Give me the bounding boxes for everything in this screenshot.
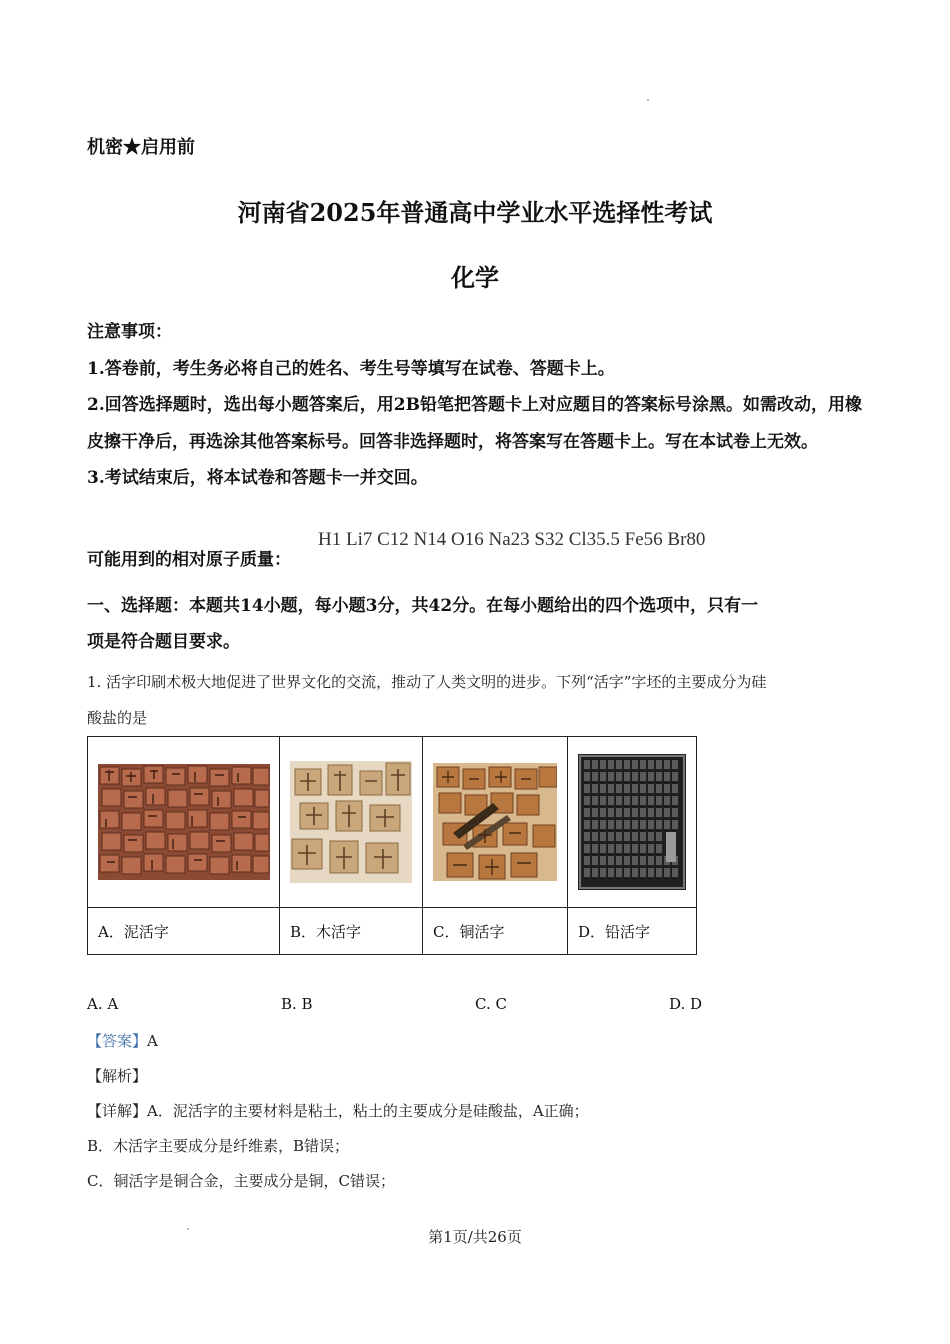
question-1-line-1: 1. 活字印刷术极大地促进了世界文化的交流，推动了人类文明的进步。下列“活字”字坯的主要成分为硅 bbox=[87, 673, 767, 691]
atomic-mass-values: H1 Li7 C12 N14 O16 Na23 S32 Cl35.5 Fe56 Br80 bbox=[318, 529, 706, 550]
choice-a: A. A bbox=[87, 995, 119, 1013]
option-b-label: B．木活字 bbox=[280, 908, 423, 955]
question-1-line-2: 酸盐的是 bbox=[87, 709, 148, 727]
answer-value: A bbox=[147, 1032, 158, 1050]
choice-c: C. C bbox=[475, 995, 507, 1013]
copper-type-image bbox=[433, 763, 557, 881]
notes-heading: 注意事项： bbox=[87, 322, 172, 342]
note-item-3: 3.考试结束后，将本试卷和答题卡一并交回。 bbox=[87, 468, 428, 488]
choice-b: B. B bbox=[281, 995, 313, 1013]
atomic-mass-label: 可能用到的相对原子质量： bbox=[87, 550, 291, 570]
option-c-image-cell bbox=[423, 737, 568, 908]
question-1-stem bbox=[87, 664, 862, 736]
note-item-2: 2.回答选择题时，选出每小题答案后，用2B铅笔把答题卡上对应题目的答案标号涂黑。如需改动，用橡皮擦干净后，再选涂其他答案标号。回答非选择题时，将答案写在答题卡上。写在本试卷上无效。 bbox=[87, 395, 862, 452]
lead-type-image bbox=[578, 754, 686, 890]
option-a-label: A．泥活字 bbox=[88, 908, 280, 955]
answer-tag: 【答案】 bbox=[87, 1032, 148, 1050]
answer-line bbox=[87, 1030, 158, 1051]
wood-type-image bbox=[290, 761, 412, 883]
exam-title: 河南省2025年普通高中学业水平选择性考试 bbox=[237, 198, 713, 227]
analysis-tag: 【解析】 bbox=[87, 1067, 148, 1085]
page-footer: 第1页/共26页 bbox=[428, 1228, 522, 1246]
option-a-image-cell bbox=[88, 737, 280, 908]
option-c-label: C．铜活字 bbox=[423, 908, 568, 955]
secret-label: 机密★启用前 bbox=[87, 137, 195, 158]
note-item-1: 1.答卷前，考生务必将自己的姓名、考生号等填写在试卷、答题卡上。 bbox=[87, 358, 615, 379]
option-d-image-cell bbox=[568, 737, 697, 908]
notes-block bbox=[87, 314, 862, 497]
section-line-1: 一、选择题：本题共14小题，每小题3分，共42分。在每小题给出的四个选项中，只有一 bbox=[87, 596, 759, 616]
detail-line-2: B．木活字主要成分是纤维素，B错误； bbox=[87, 1137, 350, 1155]
subject-title: 化学 bbox=[451, 263, 499, 292]
option-d-label: D．铅活字 bbox=[568, 908, 697, 955]
section-line-2: 项是符合题目要求。 bbox=[87, 632, 240, 652]
section-heading bbox=[87, 588, 862, 660]
detail-line-1: 【详解】A．泥活字的主要材料是粘土，粘土的主要成分是硅酸盐，A正确； bbox=[87, 1102, 589, 1120]
clay-type-image bbox=[98, 764, 270, 880]
option-table bbox=[87, 736, 697, 955]
scan-dot bbox=[647, 99, 649, 101]
option-b-image-cell bbox=[280, 737, 423, 908]
choice-d: D. D bbox=[669, 995, 703, 1013]
detail-line-3: C．铜活字是铜合金，主要成分是铜，C错误； bbox=[87, 1172, 395, 1190]
